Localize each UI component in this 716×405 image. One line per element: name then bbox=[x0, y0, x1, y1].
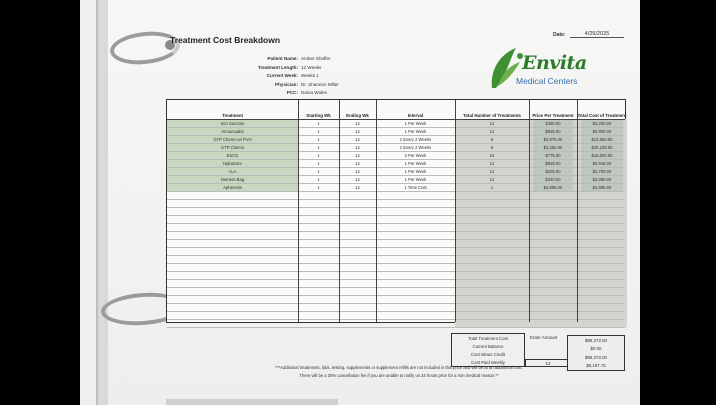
treatment-name-cell: GTP Chemo bbox=[220, 144, 245, 150]
table-cell: 1 Per Week bbox=[404, 168, 427, 174]
weekly-cost-value: $8,197.75 bbox=[586, 363, 606, 368]
patient-name-row bbox=[210, 55, 339, 64]
table-cell: 12 bbox=[355, 160, 360, 166]
row-divider bbox=[167, 287, 625, 288]
table-cell: 12 bbox=[489, 160, 495, 166]
info-label: Treatment Length: bbox=[257, 64, 298, 70]
table-cell: 24 bbox=[489, 152, 495, 158]
date-value: 4/25/2025 bbox=[570, 31, 624, 38]
table-cell: 1 bbox=[490, 184, 494, 190]
treatment-name-cell: Nutrient Bag bbox=[220, 176, 245, 182]
table-cell: 12 bbox=[489, 176, 495, 182]
total-cost-value: $98,373.00 bbox=[585, 337, 607, 343]
column-header: Price Per Treatment bbox=[532, 113, 574, 118]
table-cell: 1 Every 2 Weeks bbox=[399, 136, 432, 142]
table-cell: $9,948.00 bbox=[581, 160, 623, 167]
info-label: Physician: bbox=[275, 81, 298, 87]
column-header: Treatment bbox=[222, 113, 243, 118]
table-cell: 1 Time Cost bbox=[404, 184, 427, 190]
row-divider bbox=[167, 279, 625, 280]
table-cell: 1 bbox=[317, 120, 320, 126]
table-cell: 1 Every 2 Weeks bbox=[399, 144, 432, 150]
table-cell: $23,850.00 bbox=[581, 136, 623, 143]
treatment-length-row bbox=[210, 64, 339, 73]
info-value: Dania Wales bbox=[301, 90, 327, 96]
table-cell: 1 bbox=[317, 144, 320, 150]
summary-label: Cost Minus Credit bbox=[470, 351, 506, 357]
row-divider bbox=[167, 231, 625, 232]
info-value: Amber Shaffer bbox=[301, 56, 331, 61]
column-header: Total Number of Treatments bbox=[463, 113, 521, 118]
info-label: PCC: bbox=[286, 90, 298, 96]
table-cell: 6 bbox=[490, 136, 494, 142]
treatment-name-cell: Iron Sucrose bbox=[220, 120, 245, 126]
table-cell: 12 bbox=[489, 168, 495, 174]
row-divider bbox=[167, 247, 625, 248]
row-divider bbox=[167, 295, 625, 296]
column-header: Total Cost of Treatment bbox=[577, 113, 627, 118]
weeks-field[interactable]: 12 bbox=[525, 359, 571, 367]
row-divider bbox=[167, 207, 625, 208]
binder-edge bbox=[80, 0, 96, 405]
table-cell: $825.00 bbox=[533, 128, 573, 135]
summary-label: Total Treatment Cost bbox=[468, 335, 508, 341]
row-divider bbox=[167, 311, 625, 312]
row-divider bbox=[167, 263, 625, 264]
table-cell: 1 Per Week bbox=[404, 176, 427, 182]
table-cell: 1 Per Week bbox=[404, 120, 427, 126]
table-cell: 1 Per Week bbox=[404, 128, 427, 134]
row-divider bbox=[167, 271, 625, 272]
pcc-row bbox=[210, 89, 339, 98]
treatment-name-cell: ALA bbox=[228, 168, 237, 174]
table-cell: 12 bbox=[355, 184, 360, 190]
enter-amount-label: Enter Amount bbox=[530, 335, 558, 340]
date-label: Date: bbox=[553, 32, 566, 38]
patient-info bbox=[210, 55, 339, 98]
info-label: Patient Name: bbox=[267, 56, 298, 61]
summary-label: Current Balance bbox=[472, 343, 504, 349]
treatment-name-cell: GTP Chemo w/ PVH bbox=[213, 136, 252, 142]
table-cell: $18,600.00 bbox=[581, 152, 623, 159]
table-cell: $3,350.00 bbox=[533, 144, 573, 151]
page-edge bbox=[166, 399, 338, 405]
table-cell: $4,200.00 bbox=[581, 120, 623, 127]
column-divider bbox=[577, 100, 578, 322]
table-cell: 12 bbox=[355, 168, 360, 174]
table-cell: 12 bbox=[355, 120, 360, 126]
logo-name: Envita bbox=[522, 52, 587, 74]
info-value: Dr. Shannon Miller bbox=[301, 81, 339, 87]
row-divider bbox=[167, 191, 625, 192]
table-cell: $4,995.00 bbox=[581, 184, 623, 191]
table-cell: 1 bbox=[317, 184, 320, 190]
table-cell: 12 bbox=[489, 128, 495, 134]
table-cell: $350.00 bbox=[533, 120, 573, 127]
column-divider bbox=[529, 100, 530, 322]
table-cell: 1 Per Week bbox=[404, 160, 427, 166]
info-label: Current Week: bbox=[266, 73, 298, 79]
table-cell: 1 bbox=[317, 152, 320, 158]
row-divider bbox=[167, 255, 625, 256]
table-cell: 12 bbox=[355, 128, 360, 134]
table-cell: 1 bbox=[317, 136, 320, 142]
envita-logo bbox=[486, 46, 596, 92]
table-cell: $775.00 bbox=[533, 152, 573, 159]
table-cell: $3,975.00 bbox=[533, 136, 573, 143]
table-cell: $828.00 bbox=[533, 160, 573, 167]
treatment-name-cell: Hpbolosm bbox=[223, 160, 242, 166]
table-cell: 6 bbox=[490, 144, 494, 150]
table-cell: 1 bbox=[317, 168, 320, 174]
summary-label-box bbox=[451, 333, 525, 367]
column-header: Starting Wk bbox=[306, 113, 331, 118]
table-cell: $4,080.00 bbox=[581, 176, 623, 183]
physician-row bbox=[210, 81, 339, 90]
table-cell: 12 bbox=[355, 144, 360, 150]
table-cell: 1 bbox=[317, 176, 320, 182]
row-divider bbox=[167, 215, 625, 216]
row-divider bbox=[167, 319, 625, 320]
table-cell: $225.00 bbox=[533, 168, 573, 175]
table-cell: 12 bbox=[489, 120, 495, 126]
cost-minus-credit-value: $98,373.00 bbox=[585, 354, 607, 360]
current-balance-value: $0.00 bbox=[590, 346, 602, 351]
treatment-name-cell: Amounuabs bbox=[221, 128, 244, 134]
logo-subtitle: Medical Centers bbox=[516, 76, 578, 86]
table-cell: $4,995.00 bbox=[533, 184, 573, 191]
info-value: Weeks 1 bbox=[301, 73, 319, 79]
footnote-line: ***Additional treatments, labs, testing, supplements or supplement refills are not included in this price and will be at an additional cost. bbox=[275, 365, 523, 370]
table-cell: 12 bbox=[355, 136, 360, 142]
summary-label: Cost Paid Weekly bbox=[471, 359, 505, 365]
row-divider bbox=[167, 199, 625, 200]
column-header: Interval bbox=[407, 113, 424, 118]
table-cell: $9,900.00 bbox=[581, 128, 623, 135]
row-divider bbox=[167, 327, 625, 328]
table-cell: 12 bbox=[355, 152, 360, 158]
table-cell: 2 Per Week bbox=[404, 152, 427, 158]
treatment-table bbox=[166, 99, 626, 323]
page-title: Treatment Cost Breakdown bbox=[170, 35, 281, 45]
table-cell: $2,700.00 bbox=[581, 168, 623, 175]
column-header: Ending Wk bbox=[346, 113, 369, 118]
row-divider bbox=[167, 223, 625, 224]
table-cell: 12 bbox=[355, 176, 360, 182]
summary-values bbox=[567, 335, 625, 371]
row-divider bbox=[167, 239, 625, 240]
current-week-row bbox=[210, 72, 339, 81]
table-cell: 1 bbox=[317, 160, 320, 166]
table-cell: $20,100.00 bbox=[581, 144, 623, 151]
footnote-line: There will be a 35% cancellation fee if you are unable to notify us 24 hours prior for a non medical reason.** bbox=[299, 373, 499, 378]
row-divider bbox=[167, 303, 625, 304]
table-cell: 1 bbox=[317, 128, 320, 134]
treatment-name-cell: ESCG bbox=[226, 152, 239, 158]
table-cell: $340.00 bbox=[533, 176, 573, 183]
treatment-name-cell: Apheresis bbox=[223, 184, 242, 190]
footnote bbox=[234, 364, 564, 380]
info-value: 12 Weeks bbox=[301, 64, 322, 70]
